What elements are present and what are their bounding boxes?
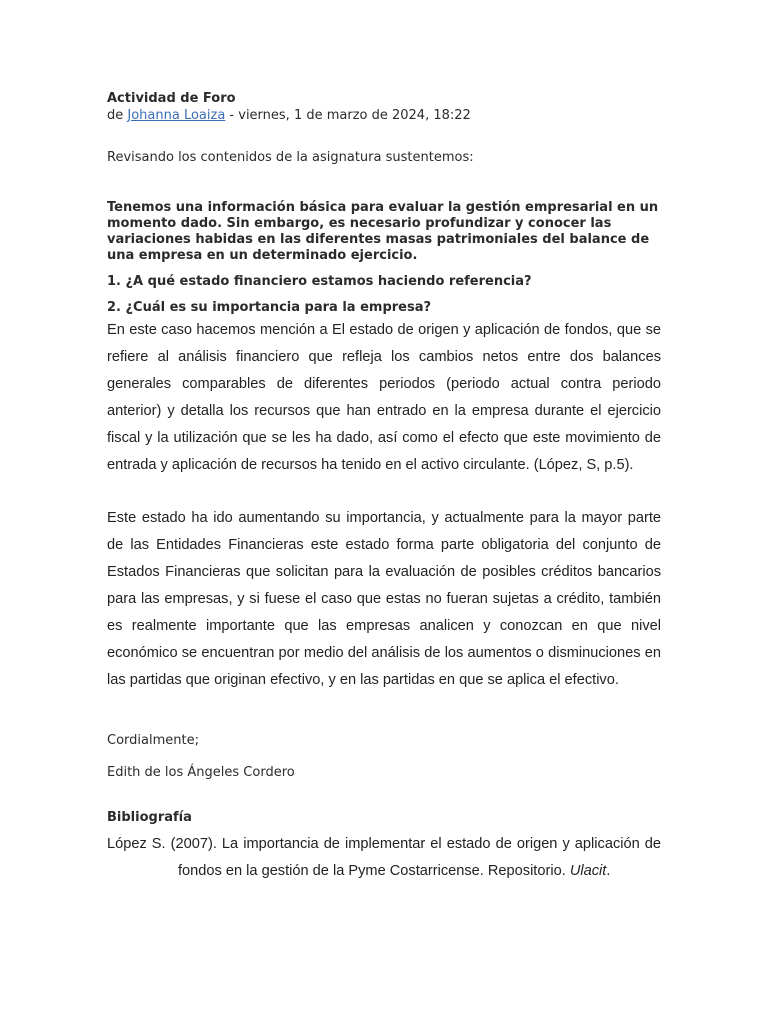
byline-prefix: de: [107, 108, 128, 123]
bibliography-entry-end: .: [606, 863, 611, 879]
signature: Edith de los Ángeles Cordero: [107, 765, 295, 780]
bibliography-entry-text: López S. (2007). La importancia de implementar el estado de origen y aplicación de fondos en la gestión de la Pyme Costarricense. Repositorio.: [107, 836, 661, 879]
intro-text: Revisando los contenidos de la asignatura sustentemos:: [107, 150, 474, 165]
post-title: Actividad de Foro: [107, 91, 236, 106]
salutation: Cordialmente;: [107, 733, 199, 748]
author-link[interactable]: Johanna Loaiza: [127, 108, 226, 123]
bibliography-entry-italic: Ulacit: [569, 863, 607, 879]
forum-post: [107, 90, 661, 885]
bibliography-heading: Bibliografía: [107, 810, 192, 825]
byline-date: - viernes, 1 de marzo de 2024, 18:22: [225, 108, 471, 123]
answer-paragraph-2: Este estado ha ido aumentando su importancia, y actualmente para la mayor parte de las Entidades Financieras este estado forma parte obligatoria del conjunto de Estados Financieras que solicitan para la evaluación de posibles créditos bancarios para las empresas, y si fuese el caso que estas no fueran sujetas a crédito, también es realmente importante que las empresas analicen y conozcan en que nivel económico se encuentran por medio del análisis de los aumentos o disminuciones en las partidas que originan efectivo, y en las partidas en que se aplica el efectivo.: [107, 510, 661, 688]
closing: [107, 725, 661, 789]
question-1: 1. ¿A qué estado financiero estamos haciendo referencia?: [107, 274, 532, 289]
question-2: 2. ¿Cuál es su importancia para la empresa?: [107, 300, 432, 315]
post-byline: [107, 107, 661, 124]
bibliography-entry: [107, 831, 661, 885]
bold-statement: Tenemos una información básica para evaluar la gestión empresarial en un momento dado. Sin embargo, es necesario profundizar y conocer las variaciones habidas en las diferentes masas patrimoniales del balance de una empresa en un determinado ejercicio.: [107, 200, 659, 263]
answer-paragraph-1: En este caso hacemos mención a El estado de origen y aplicación de fondos, que se refiere al análisis financiero que refleja los cambios netos entre dos balances generales comparables de diferentes periodos (periodo actual contra periodo anterior) y detalla los recursos que han entrado en la empresa durante el ejercicio fiscal y la utilización que se les ha dado, así como el efecto que este movimiento de entrada y aplicación de recursos ha tenido en el activo circulante. (López, S, p.5).: [107, 322, 661, 473]
